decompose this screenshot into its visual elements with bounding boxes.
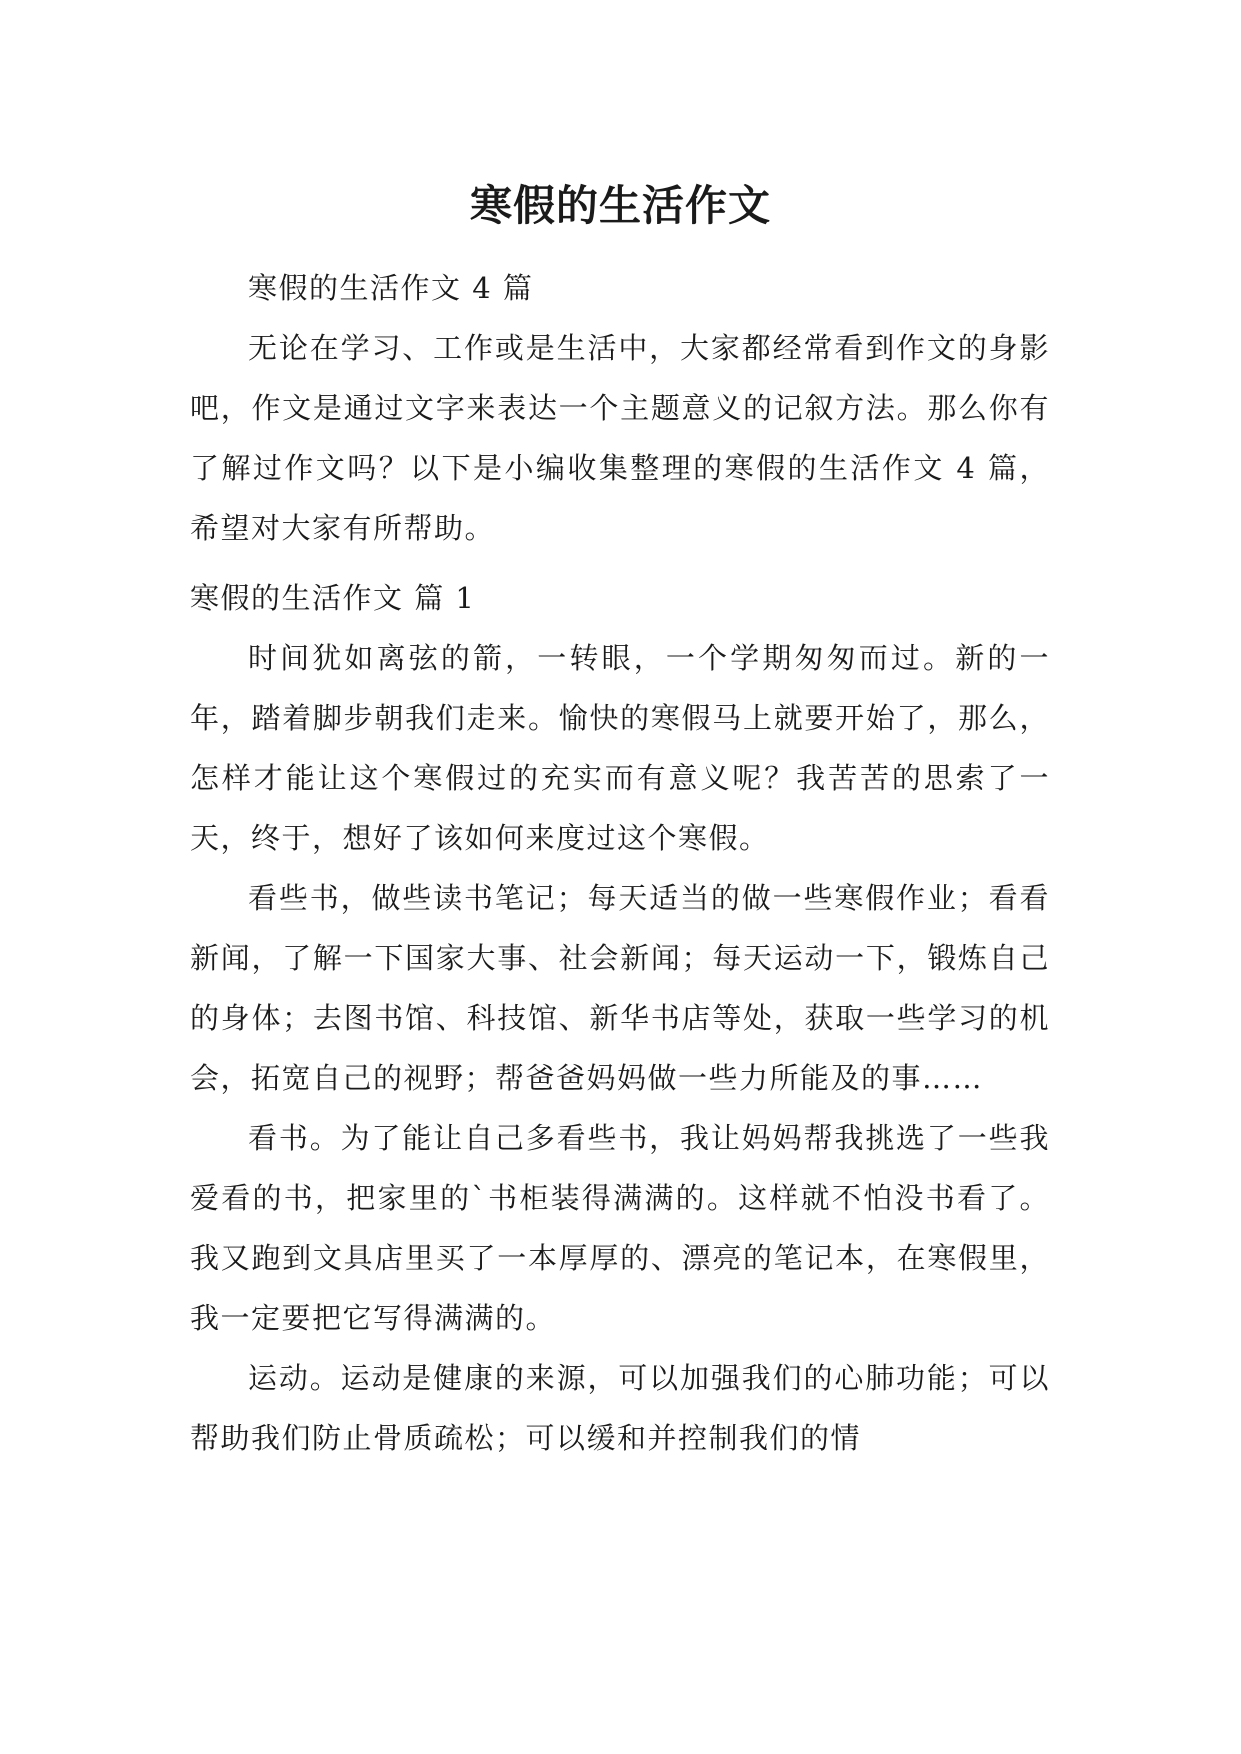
section-1 — [190, 568, 1050, 1468]
document-title: 寒假的生活作文 — [469, 181, 771, 231]
intro-heading: 寒假的生活作文 4 篇 — [248, 271, 534, 305]
section-1-paragraph-2: 看些书，做些读书笔记；每天适当的做一些寒假作业；看看新闻，了解一下国家大事、社会新闻；每天运动一下，锻炼自己的身体；去图书馆、科技馆、新华书店等处，获取一些学习的机会，拓宽自己的视野；帮爸爸妈妈做一些力所能及的事…… — [190, 881, 1050, 1095]
section-1-paragraph-4: 运动。运动是健康的来源，可以加强我们的心肺功能；可以帮助我们防止骨质疏松；可以缓和并控制我们的情 — [190, 1361, 1050, 1455]
intro-paragraph: 无论在学习、工作或是生活中，大家都经常看到作文的身影吧，作文是通过文字来表达一个主题意义的记叙方法。那么你有了解过作文吗？以下是小编收集整理的寒假的生活作文 4 篇，希望对大家有所帮助。 — [190, 331, 1050, 545]
section-1-paragraph-3: 看书。为了能让自己多看些书，我让妈妈帮我挑选了一些我爱看的书，把家里的`书柜装得满满的。这样就不怕没书看了。我又跑到文具店里买了一本厚厚的、漂亮的笔记本，在寒假里，我一定要把它写得满满的。 — [190, 1121, 1050, 1335]
intro-block — [190, 258, 1050, 558]
section-1-heading: 寒假的生活作文 篇 1 — [190, 581, 476, 615]
section-1-paragraph-1: 时间犹如离弦的箭，一转眼，一个学期匆匆而过。新的一年，踏着脚步朝我们走来。愉快的寒假马上就要开始了，那么，怎样才能让这个寒假过的充实而有意义呢？我苦苦的思索了一天，终于，想好了该如何来度过这个寒假。 — [190, 641, 1050, 855]
